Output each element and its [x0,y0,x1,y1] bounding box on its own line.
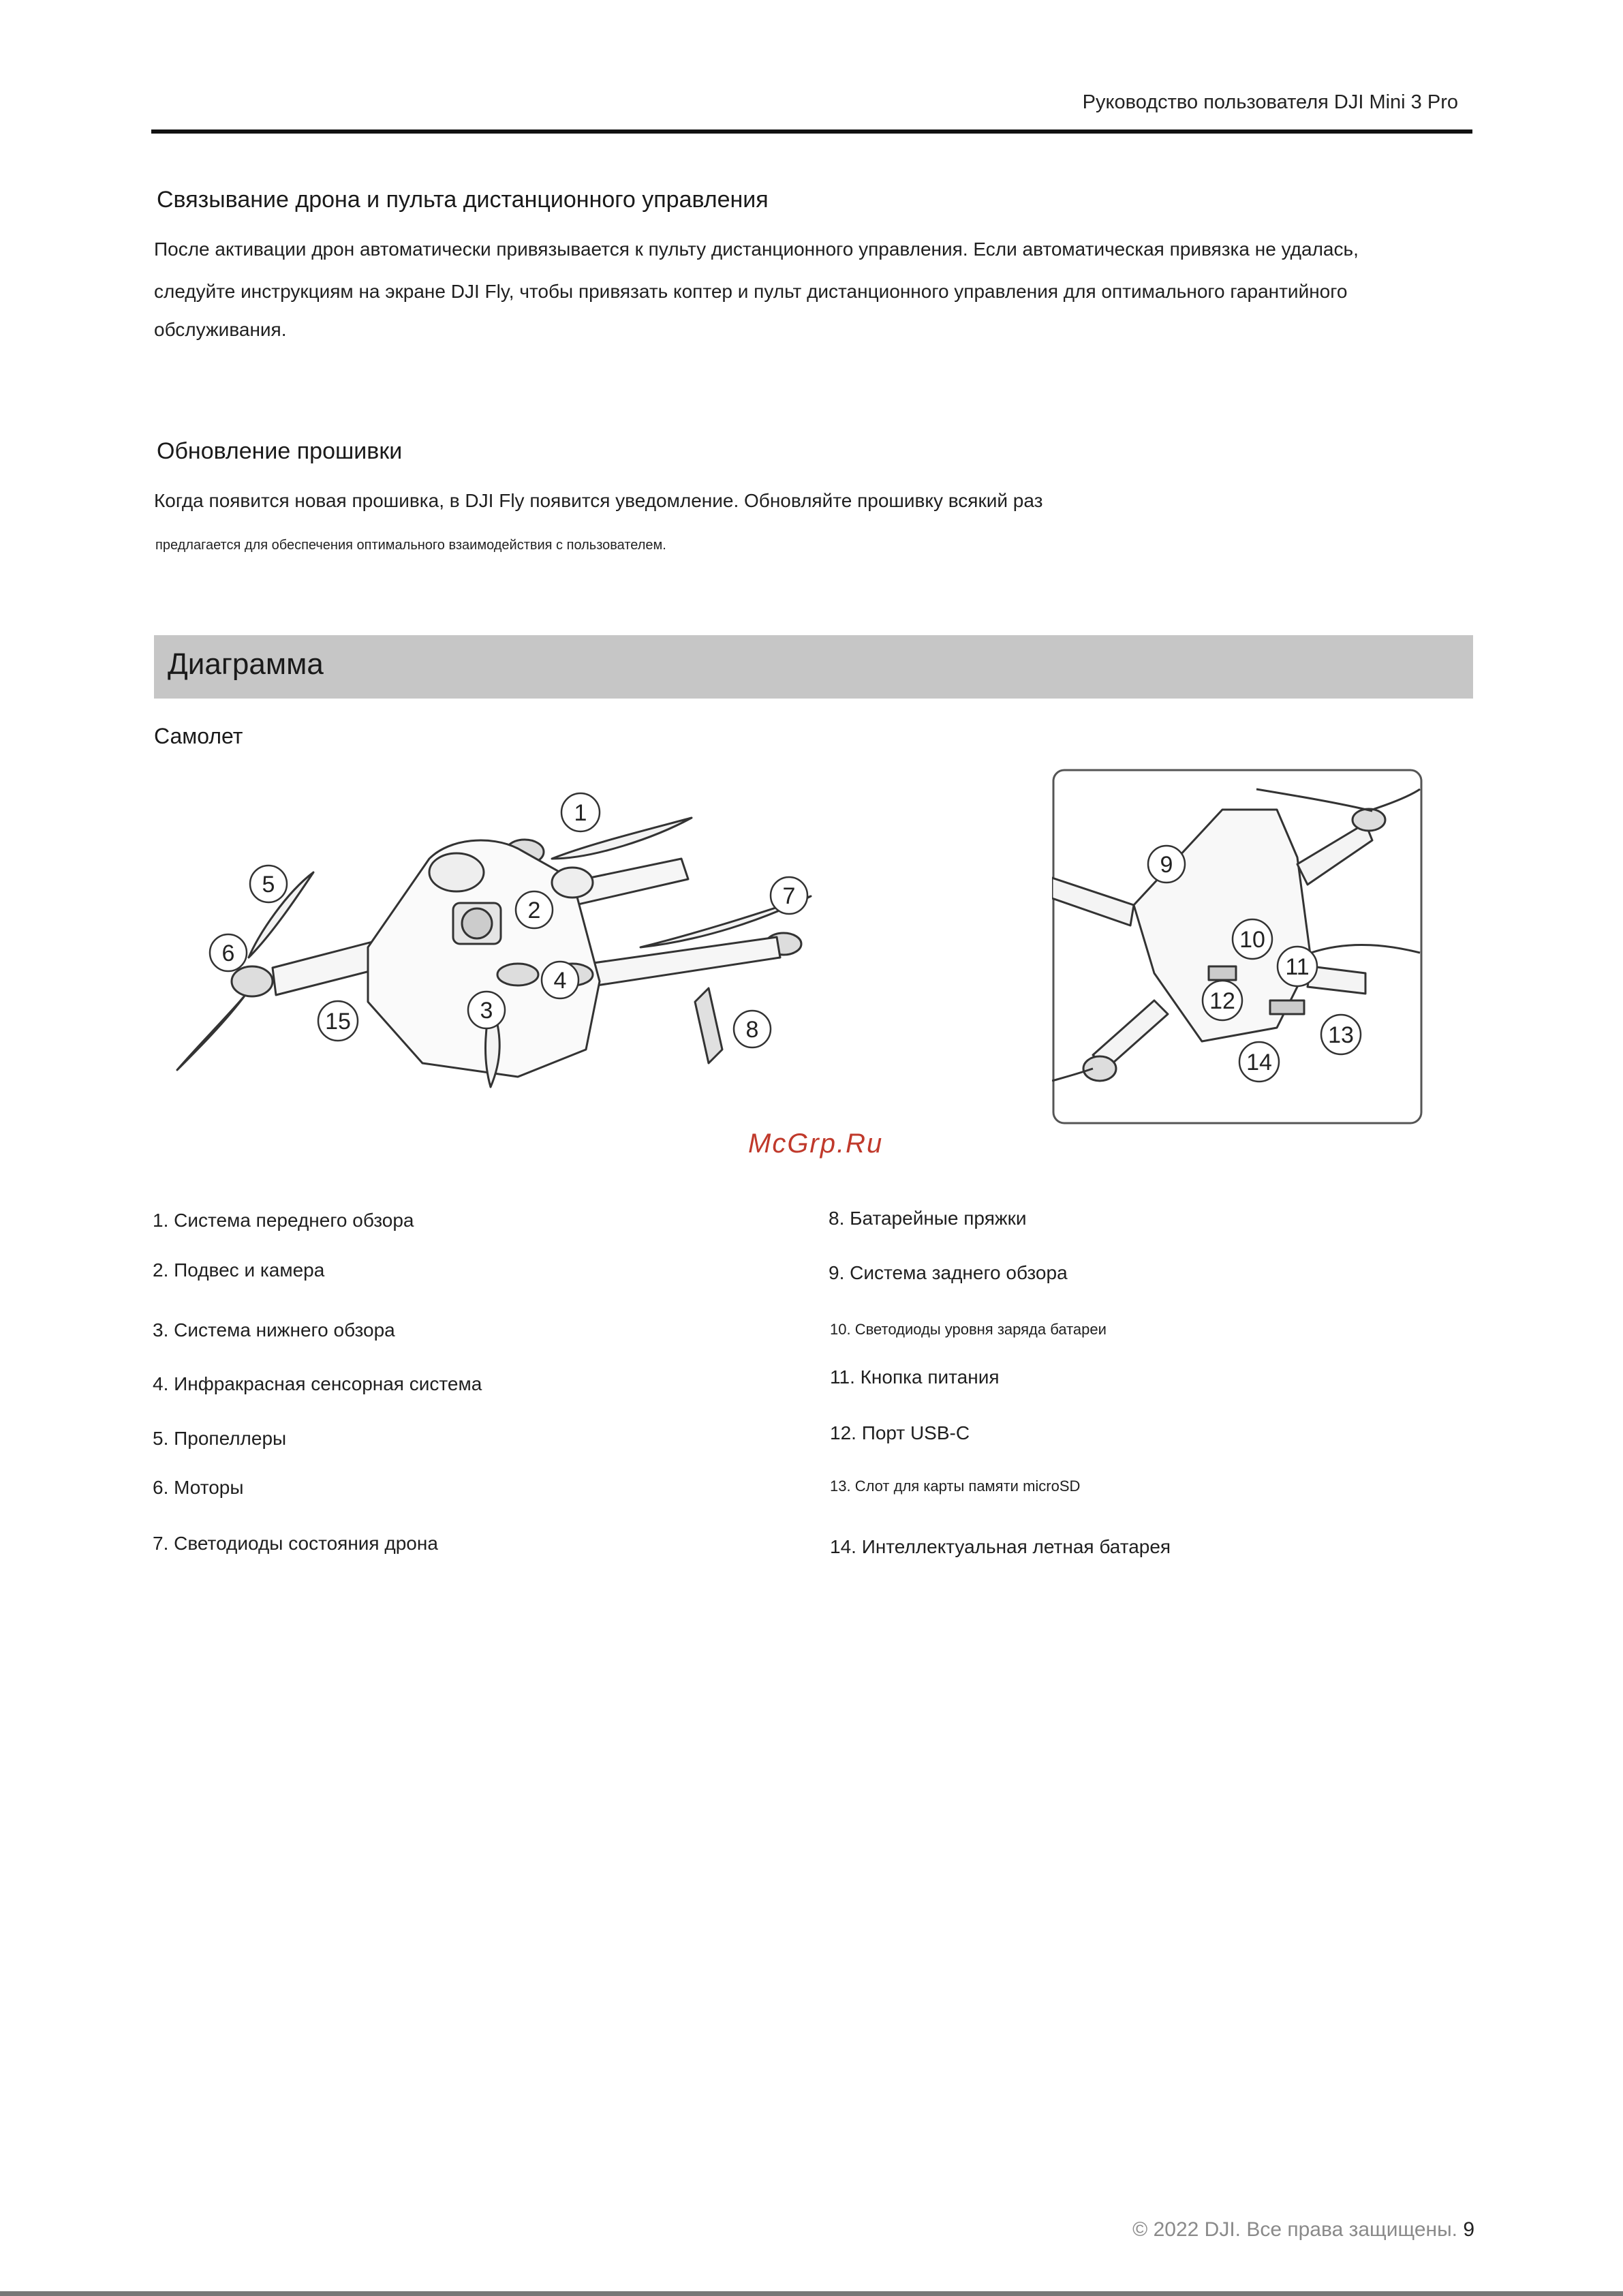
diagram-subtitle: Самолет [154,724,243,748]
callout-10: 10 [1239,927,1265,953]
linking-line-3: обслуживания. [154,319,287,340]
callout-5: 5 [262,872,275,898]
part-3: 3. Система нижнего обзора [153,1319,395,1341]
callout-8: 8 [745,1017,759,1043]
part-14: 14. Интеллектуальная летная батарея [830,1536,1171,1557]
watermark: McGrp.Ru [748,1129,884,1159]
part-13: 13. Слот для карты памяти microSD [830,1478,1081,1495]
linking-line-2: следуйте инструкциям на экране DJI Fly, чтобы привязать коптер и пульт дистанционного управления для оптимального гарантийного [154,281,1348,302]
drone-front-illustration [164,777,1002,1097]
callout-14: 14 [1246,1050,1272,1075]
part-7: 7. Светодиоды состояния дрона [153,1533,438,1554]
header-rule [151,129,1472,134]
callout-15: 15 [325,1009,351,1035]
callout-2: 2 [527,898,541,923]
page-number: 9 [1463,2218,1474,2241]
callout-9: 9 [1160,852,1173,878]
callout-7: 7 [782,883,796,909]
footer-copyright: © 2022 DJI. Все права защищены. [1132,2218,1457,2241]
part-6: 6. Моторы [153,1477,244,1498]
part-9: 9. Система заднего обзора [829,1262,1068,1283]
running-header: Руководство пользователя DJI Mini 3 Pro [1082,91,1458,113]
part-10: 10. Светодиоды уровня заряда батареи [830,1321,1107,1338]
part-4: 4. Инфракрасная сенсорная система [153,1373,482,1394]
firmware-line-2: предлагается для обеспечения оптимального взаимодействия с пользователем. [155,538,666,553]
drone-rear-inset [1052,769,1423,1124]
callout-1: 1 [574,800,587,826]
linking-paragraph [154,228,1489,347]
callout-11: 11 [1285,954,1310,980]
callout-13: 13 [1328,1022,1354,1048]
callout-4: 4 [553,968,567,994]
part-2: 2. Подвес и камера [153,1259,325,1281]
part-8: 8. Батарейные пряжки [829,1208,1027,1229]
callout-3: 3 [480,998,493,1024]
part-12: 12. Порт USB-C [830,1422,970,1443]
part-5: 5. Пропеллеры [153,1428,287,1449]
callout-12: 12 [1209,988,1235,1014]
diagram-section-bar [154,635,1473,699]
part-1: 1. Система переднего обзора [153,1210,414,1231]
firmware-line-1: Когда появится новая прошивка, в DJI Fly появится уведомление. Обновляйте прошивку всякий раз [154,490,1043,511]
diagram-bar-title: Диаграмма [168,647,324,681]
callout-6: 6 [221,940,235,966]
section-heading-linking: Связывание дрона и пульта дистанционного управления [157,187,769,213]
footer [1132,2218,1474,2241]
section-heading-firmware: Обновление прошивки [157,438,403,464]
linking-line-1: После активации дрон автоматически привязывается к пульту дистанционного управления. Если автоматическая привязка не удалась, [154,239,1359,260]
part-11: 11. Кнопка питания [830,1366,1000,1388]
page-bottom-edge [0,2291,1623,2296]
